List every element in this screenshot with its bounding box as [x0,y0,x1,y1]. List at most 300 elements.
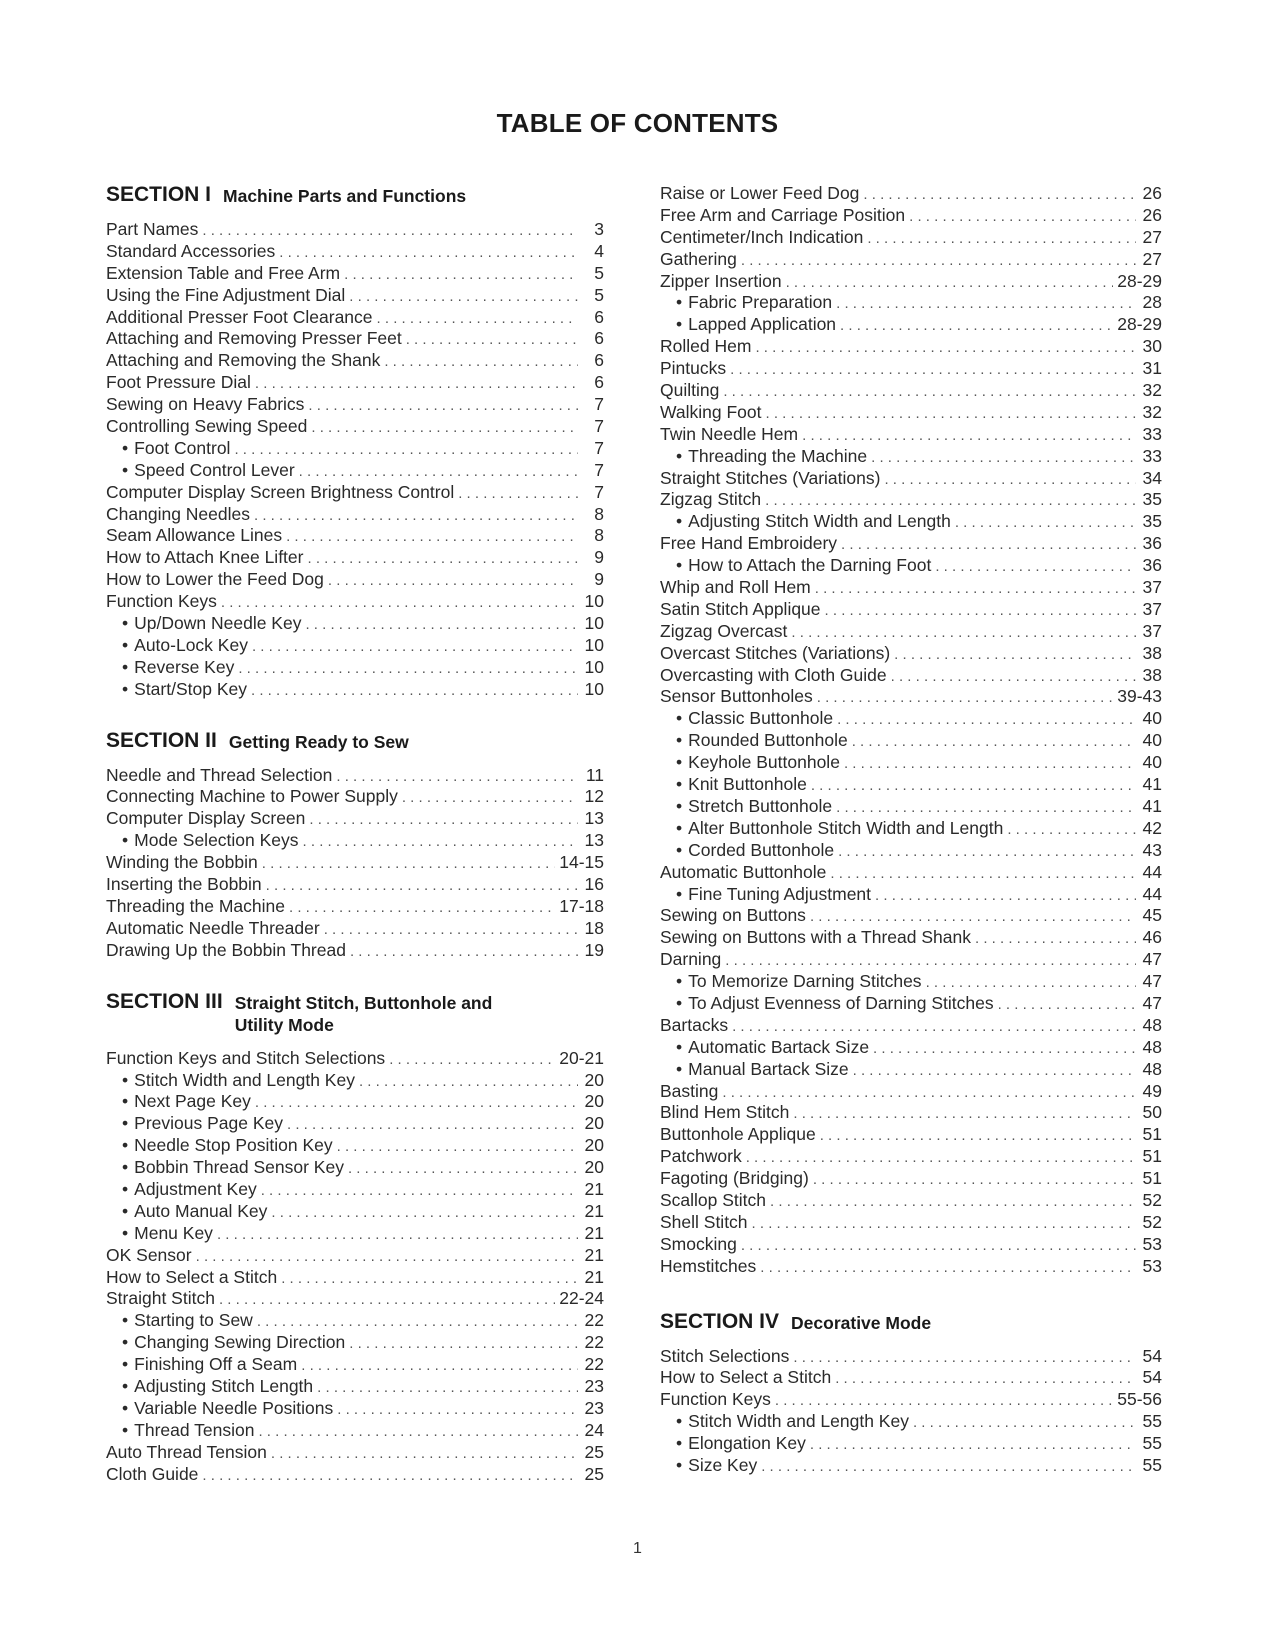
toc-entry-page: 22 [584,1310,604,1331]
toc-subentry [660,555,1162,577]
toc-entry-page: 10 [584,591,604,612]
toc-entry-page: 10 [584,656,604,677]
toc-entry-label: Smocking [660,1233,737,1254]
bullet-icon: • [676,445,683,466]
page-number: 1 [633,1540,642,1557]
toc-subentry [106,1179,604,1201]
dot-leader [359,1073,578,1090]
dot-leader [926,974,1136,991]
toc-entry-page: 51 [1142,1124,1162,1145]
toc-subentry [660,730,1162,752]
toc-entry-page: 21 [584,1222,604,1243]
toc-entry-label: Function Keys [106,591,217,612]
toc-entry-page: 31 [1142,358,1162,379]
toc-entry-page: 4 [594,240,604,261]
bullet-icon: • [676,752,683,773]
dot-leader [836,799,1136,816]
dot-leader [271,1204,578,1221]
dot-leader [825,602,1136,619]
dot-leader [841,536,1136,553]
toc-entry [106,350,604,372]
dot-leader [786,274,1114,291]
toc-entry [660,183,1162,205]
dot-leader [765,492,1136,509]
dot-leader [761,1458,1136,1475]
toc-entry [660,271,1162,293]
toc-entry-label: Buttonhole Applique [660,1124,816,1145]
toc-entry-page: 40 [1142,752,1162,773]
toc-entry [660,489,1162,511]
toc-entry-label: Stitch Width and Length Key [688,1411,909,1432]
toc-entry-label: Fine Tuning Adjustment [688,883,872,904]
toc-entry-page: 12 [584,786,604,807]
toc-entry [106,1245,604,1267]
toc-entry [660,1346,1162,1368]
toc-entry [660,1168,1162,1190]
dot-leader [350,943,578,960]
bullet-icon: • [122,1332,129,1353]
toc-entry-page: 23 [584,1375,604,1396]
toc-entry-page: 9 [594,547,604,568]
toc-entry [106,328,604,350]
toc-entry-label: Free Hand Embroidery [660,533,838,554]
toc-entry-page: 28-29 [1117,314,1162,335]
toc-subentry [106,613,604,635]
dot-leader [732,1018,1136,1035]
toc-entry [106,1442,604,1464]
toc-subentry [106,1070,604,1092]
toc-entry-page: 44 [1142,883,1162,904]
toc-entry-page: 55-56 [1117,1389,1162,1410]
toc-entry-label: Needle Stop Position Key [134,1135,333,1156]
toc-entry-label: Satin Stitch Applique [660,598,821,619]
toc-entry-label: Foot Pressure Dial [106,372,251,393]
dot-leader [770,1193,1136,1210]
bullet-icon: • [122,656,129,677]
dot-leader [835,1370,1136,1387]
toc-subentry [106,1376,604,1398]
toc-entry-page: 10 [584,613,604,634]
dot-leader [402,789,578,806]
dot-leader [891,668,1136,685]
toc-entry-label: Foot Control [134,437,231,458]
toc-entry-page: 25 [584,1441,604,1462]
bullet-icon: • [122,1222,129,1243]
toc-entry-page: 52 [1142,1211,1162,1232]
toc-entry-page: 6 [594,328,604,349]
toc-entry [106,219,604,241]
bullet-icon: • [122,1419,129,1440]
bullet-icon: • [676,1454,683,1475]
toc-entry-label: Up/Down Needle Key [134,613,302,634]
toc-entry-label: Starting to Sew [134,1310,253,1331]
dot-leader [1007,821,1136,838]
dot-leader [741,252,1136,269]
toc-entry [660,1212,1162,1234]
dot-leader [202,222,578,239]
toc-entry [660,686,1162,708]
dot-leader [840,317,1113,334]
toc-entry [660,227,1162,249]
toc-entry [106,416,604,438]
toc-entry [660,621,1162,643]
toc-entry-list [106,219,604,701]
toc-entry [660,1015,1162,1037]
toc-entry-page: 20 [584,1069,604,1090]
dot-leader [752,1215,1136,1232]
toc-entry [660,949,1162,971]
toc-entry [660,1234,1162,1256]
toc-subentry [660,1411,1162,1433]
toc-entry-label: Drawing Up the Bobbin Thread [106,939,346,960]
toc-entry-label: Finishing Off a Seam [134,1354,298,1375]
bullet-icon: • [122,1157,129,1178]
toc-entry-page: 6 [594,350,604,371]
dot-leader [884,471,1136,488]
bullet-icon: • [676,1036,683,1057]
dot-leader [299,463,578,480]
toc-entry-page: 37 [1142,598,1162,619]
toc-entry-label: To Memorize Darning Stitches [688,971,922,992]
toc-entry [660,424,1162,446]
toc-entry [660,1367,1162,1389]
toc-entry-page: 27 [1142,248,1162,269]
toc-entry [660,665,1162,687]
toc-entry-page: 22 [584,1332,604,1353]
toc-entry-page: 35 [1142,489,1162,510]
toc-entry [106,940,604,962]
toc-entry-label: How to Attach the Darning Foot [688,555,932,576]
dot-leader [810,1436,1136,1453]
toc-entry-label: Sensor Buttonholes [660,686,813,707]
dot-leader [955,514,1136,531]
toc-entry-label: Adjusting Stitch Length [134,1375,314,1396]
dot-leader [219,1291,555,1308]
bullet-icon: • [676,1433,683,1454]
toc-entry-label: Needle and Thread Selection [106,764,333,785]
dot-leader [811,777,1136,794]
dot-leader [202,1467,578,1484]
dot-leader [830,865,1136,882]
toc-entry-page: 3 [594,219,604,239]
dot-leader [317,1379,578,1396]
toc-entry-label: Zigzag Overcast [660,620,788,641]
section-label: SECTION II [106,728,217,752]
dot-leader [389,1051,555,1068]
dot-leader [867,230,1136,247]
dot-leader [863,186,1136,203]
toc-entry-page: 7 [594,481,604,502]
toc-entry-page: 16 [584,874,604,895]
toc-entry-label: Straight Stitches (Variations) [660,467,881,488]
toc-entry-page: 24 [584,1419,604,1440]
toc-entry-label: Standard Accessories [106,240,276,261]
toc-entry-label: Raise or Lower Feed Dog [660,183,860,203]
dot-leader [261,1182,578,1199]
toc-entry-page: 21 [584,1178,604,1199]
toc-entry-label: Overcasting with Cloth Guide [660,664,887,685]
toc-entry-label: Corded Buttonhole [688,839,835,860]
dot-leader [802,427,1136,444]
toc-entry-label: Bobbin Thread Sensor Key [134,1157,344,1178]
toc-entry-label: Threading the Machine [106,895,285,916]
toc-entry-page: 9 [594,569,604,590]
bullet-icon: • [676,708,683,729]
dot-leader [309,811,578,828]
toc-entry [106,547,604,569]
dot-leader [406,331,578,348]
toc-entry-label: Classic Buttonhole [688,708,834,729]
toc-entry-label: Changing Needles [106,503,250,524]
toc-entry-page: 32 [1142,380,1162,401]
toc-entry [106,786,604,808]
toc-entry-page: 47 [1142,992,1162,1013]
bullet-icon: • [122,1310,129,1331]
toc-subentry [106,1310,604,1332]
toc-entry-page: 21 [584,1200,604,1221]
dot-leader [252,638,578,655]
toc-entry-label: Hemstitches [660,1255,757,1276]
toc-entry-page: 6 [594,372,604,393]
toc-entry-page: 45 [1142,905,1162,926]
toc-subentry [660,292,1162,314]
toc-entry [660,1190,1162,1212]
dot-leader [817,689,1113,706]
toc-entry-label: Basting [660,1080,719,1101]
toc-entry [106,918,604,940]
dot-leader [820,1127,1136,1144]
toc-entry-list [660,1346,1162,1477]
bullet-icon: • [122,830,129,851]
toc-entry-label: Mode Selection Keys [134,830,299,851]
toc-left-column [106,183,604,1513]
toc-subentry [660,774,1162,796]
toc-entry [660,533,1162,555]
toc-entry-label: Extension Table and Free Arm [106,262,341,283]
toc-entry-label: Thread Tension [134,1419,255,1440]
toc-entry [106,569,604,591]
dot-leader [234,441,578,458]
dot-leader [458,485,578,502]
toc-entry-label: Shell Stitch [660,1211,748,1232]
toc-entry-page: 27 [1142,226,1162,247]
toc-entry-label: Fabric Preparation [688,292,833,313]
toc-right-column [660,183,1162,1505]
toc-entry-page: 37 [1142,577,1162,598]
toc-entry [660,643,1162,665]
toc-entry [106,808,604,830]
toc-entry [660,358,1162,380]
dot-leader [852,733,1136,750]
toc-entry-page: 55 [1142,1411,1162,1432]
toc-subentry [106,679,604,701]
toc-subentry [106,460,604,482]
toc-entry-label: Pintucks [660,358,727,379]
toc-entry-page: 7 [594,437,604,458]
bullet-icon: • [676,292,683,313]
bullet-icon: • [122,1200,129,1221]
dot-leader [257,1313,578,1330]
section-heading [106,729,604,753]
dot-leader [289,899,555,916]
toc-entry [660,249,1162,271]
dot-leader [254,507,578,524]
toc-entry-page: 7 [594,394,604,415]
toc-entry [660,1124,1162,1146]
toc-entry-label: Variable Needle Positions [134,1397,334,1418]
dot-leader [871,449,1136,466]
dot-leader [221,594,578,611]
dot-leader [913,1414,1136,1431]
toc-entry-page: 35 [1142,511,1162,532]
toc-entry-page: 55 [1142,1454,1162,1475]
toc-entry-label: Rolled Hem [660,336,752,357]
toc-entry-label: Zigzag Stitch [660,489,762,510]
dot-leader [281,1270,578,1287]
dot-leader [262,855,555,872]
dot-leader [741,1237,1136,1254]
bullet-icon: • [676,555,683,576]
dot-leader [837,711,1136,728]
dot-leader [311,419,578,436]
section-label: SECTION III [106,989,223,1013]
toc-entry [106,504,604,526]
toc-entry-label: Gathering [660,248,737,269]
section-title: Straight Stitch, Buttonhole and Utility Mode [234,992,493,1035]
dot-leader [836,295,1136,312]
dot-leader [266,877,578,894]
toc-entry-page: 54 [1142,1345,1162,1366]
section-heading [106,990,604,1036]
toc-entry-label: How to Lower the Feed Dog [106,569,324,590]
toc-subentry [660,708,1162,730]
bullet-icon: • [122,459,129,480]
toc-entry-label: Knit Buttonhole [688,774,807,795]
section-label: SECTION IV [660,1309,780,1333]
toc-entry-page: 14-15 [559,852,604,873]
toc-entry-page: 36 [1142,533,1162,554]
toc-entry-label: Part Names [106,219,199,239]
toc-entry [106,1288,604,1310]
dot-leader [255,1094,578,1111]
dot-leader [344,266,578,283]
toc-entry-label: Alter Buttonhole Stitch Width and Length [688,817,1004,838]
toc-entry [660,1389,1162,1411]
toc-entry-label: Adjusting Stitch Width and Length [688,511,951,532]
toc-entry-page: 21 [584,1244,604,1265]
toc-entry-page: 44 [1142,861,1162,882]
toc-entry-page: 28-29 [1117,270,1162,291]
toc-entry-label: Automatic Bartack Size [688,1036,870,1057]
toc-subentry [660,840,1162,862]
toc-entry [660,905,1162,927]
dot-leader [324,921,578,938]
toc-entry-label: Stitch Width and Length Key [134,1069,355,1090]
toc-subentry [106,1157,604,1179]
toc-entry-label: Blind Hem Stitch [660,1102,790,1123]
toc-entry-label: Speed Control Lever [134,459,295,480]
toc-subentry [660,1037,1162,1059]
toc-entry-label: Computer Display Screen Brightness Control [106,481,455,502]
toc-entry [106,765,604,787]
toc-entry-label: Auto Thread Tension [106,1441,267,1462]
toc-entry-label: Previous Page Key [134,1113,283,1134]
toc-entry [106,591,604,613]
bullet-icon: • [676,795,683,816]
toc-subentry [660,1059,1162,1081]
dot-leader [725,952,1136,969]
toc-entry-page: 17-18 [559,895,604,916]
bullet-icon: • [122,613,129,634]
toc-subentry [106,830,604,852]
bullet-icon: • [122,1375,129,1396]
toc-entry [660,468,1162,490]
toc-entry [660,402,1162,424]
toc-subentry [106,1354,604,1376]
bullet-icon: • [676,992,683,1013]
toc-subentry [106,1113,604,1135]
dot-leader [760,1259,1136,1276]
toc-entry-label: Overcast Stitches (Variations) [660,642,891,663]
bullet-icon: • [122,1091,129,1112]
toc-entry-label: Whip and Roll Hem [660,577,811,598]
toc-entry [106,525,604,547]
toc-entry [660,1081,1162,1103]
dot-leader [337,1138,578,1155]
dot-leader [337,1401,578,1418]
dot-leader [305,616,578,633]
toc-subentry [660,314,1162,336]
toc-subentry [660,884,1162,906]
dot-leader [815,580,1136,597]
toc-entry-page: 46 [1142,927,1162,948]
bullet-icon: • [676,817,683,838]
toc-entry-page: 38 [1142,664,1162,685]
bullet-icon: • [122,1178,129,1199]
toc-entry-label: Twin Needle Hem [660,423,799,444]
toc-entry [660,599,1162,621]
bullet-icon: • [122,634,129,655]
bullet-icon: • [676,314,683,335]
toc-entry [660,380,1162,402]
toc-subentry [660,1433,1162,1455]
dot-leader [894,646,1136,663]
toc-entry-page: 43 [1142,839,1162,860]
dot-leader [307,550,578,567]
toc-entry-page: 8 [594,525,604,546]
dot-leader [746,1149,1136,1166]
toc-entry-label: Connecting Machine to Power Supply [106,786,398,807]
toc-entry [660,577,1162,599]
bullet-icon: • [676,511,683,532]
bullet-icon: • [676,1058,683,1079]
toc-subentry [660,993,1162,1015]
toc-entry-label: Manual Bartack Size [688,1058,849,1079]
toc-entry-page: 37 [1142,620,1162,641]
toc-subentry [106,1398,604,1420]
dot-leader [286,528,578,545]
toc-entry [106,307,604,329]
dot-leader [271,1445,578,1462]
toc-subentry [660,1455,1162,1477]
dot-leader [336,768,578,785]
toc-entry-page: 47 [1142,949,1162,970]
toc-entry-label: Next Page Key [134,1091,251,1112]
toc-entry-page: 40 [1142,730,1162,751]
toc-entry-label: Adjustment Key [134,1178,257,1199]
toc-entry-label: Straight Stitch [106,1288,215,1309]
toc-entry-label: Computer Display Screen [106,808,306,829]
